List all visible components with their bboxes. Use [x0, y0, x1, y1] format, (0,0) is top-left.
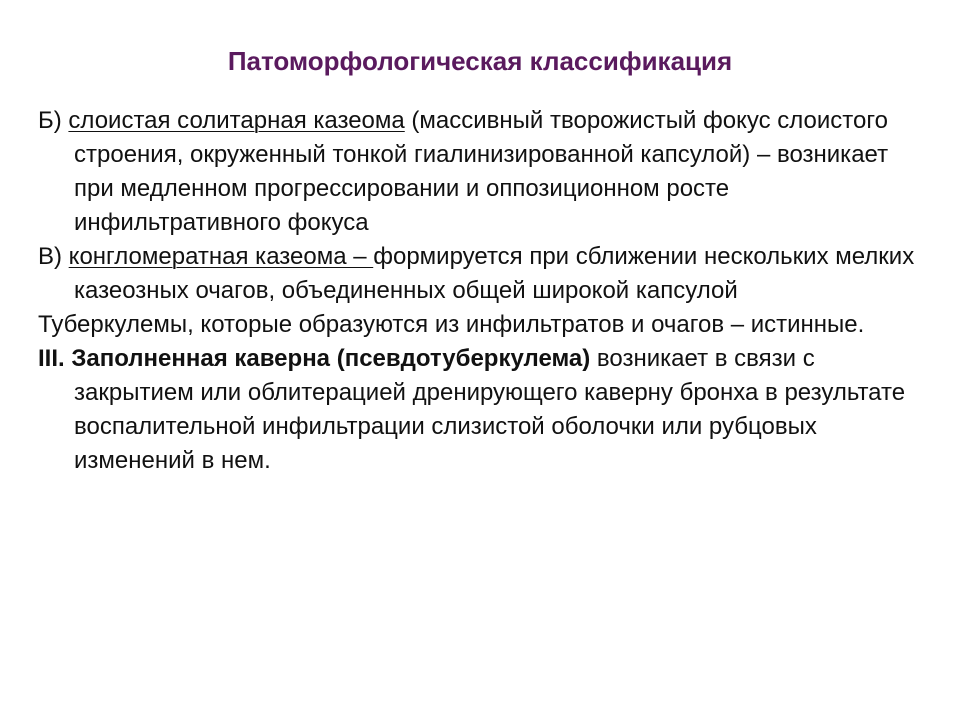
paragraph-true-tuberculomas [38, 308, 928, 342]
paragraph-text: формируется при сближении нескольких мелких казеозных очагов, объединенных общей широкой капсулой [74, 243, 915, 304]
paragraph-filled-cavity [38, 342, 928, 478]
term-layered-caseoma: слоистая солитарная казеома [68, 107, 405, 134]
paragraph-prefix: Б) [38, 107, 69, 134]
term-filled-cavity: III. Заполненная каверна (псевдотуберкулема) [38, 345, 591, 372]
paragraph-text: возникает в связи с закрытием или облитерацией дренирующего каверну бронха в результате воспалительной инфильтрации слизистой оболочки или рубцовых изменений в нем. [74, 345, 906, 474]
paragraph-text: Туберкулемы, которые образуются из инфильтратов и очагов – истинные. [38, 311, 865, 338]
paragraph-prefix: В) [38, 243, 69, 270]
paragraph-text: (массивный творожистый фокус слоистого строения, окруженный тонкой гиалинизированной капсулой) – возникает при медленном прогрессировании и оппозиционном росте инфильтративного фокуса [74, 107, 889, 236]
slide-title: Патоморфологическая классификация [227, 46, 733, 76]
paragraph-layered-caseoma [38, 104, 928, 240]
slide-body [38, 104, 928, 478]
paragraph-conglomerate-caseoma [38, 240, 928, 308]
term-conglomerate-caseoma: конгломератная казеома – [68, 243, 374, 270]
